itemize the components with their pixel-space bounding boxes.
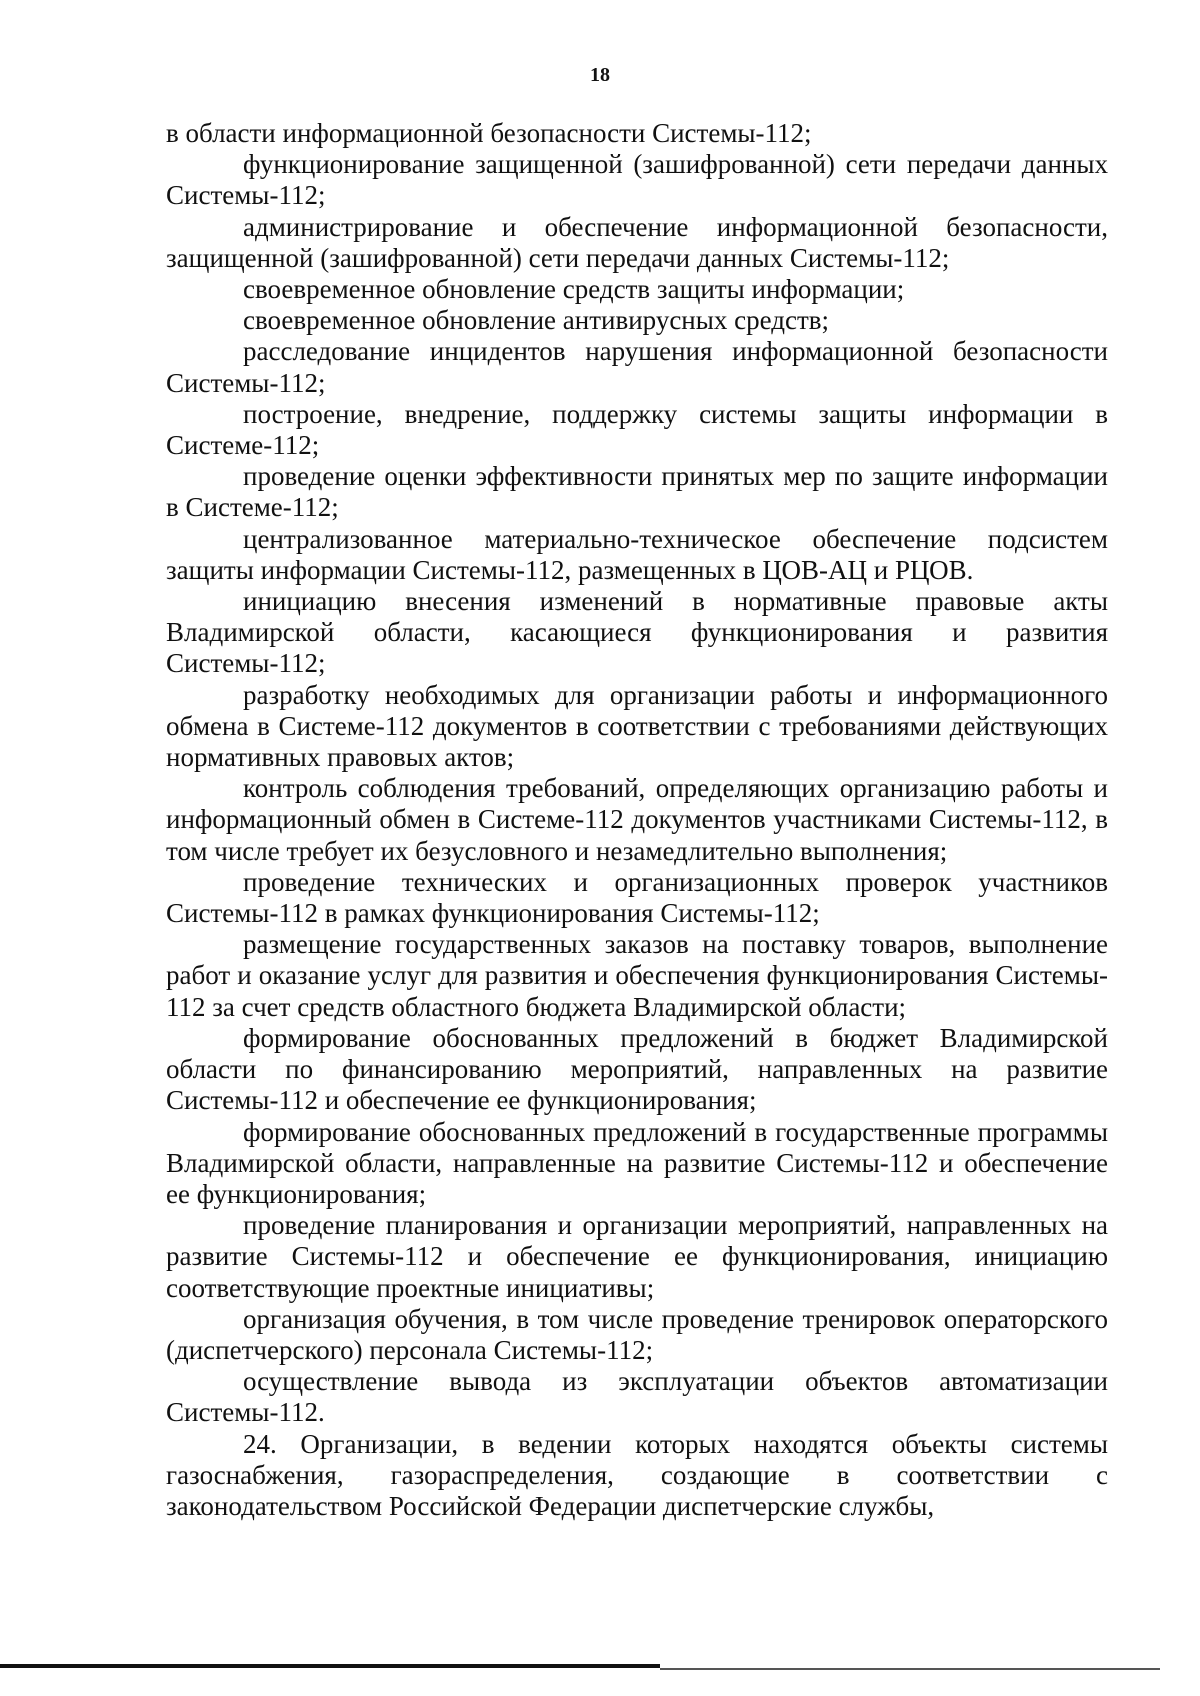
paragraph: централизованное материально-техническое обеспечение подсистем защиты информации Системы-112, размещенных в ЦОВ-АЦ и РЦОВ. <box>166 523 1108 585</box>
paragraph: своевременное обновление антивирусных средств; <box>243 305 830 336</box>
paragraph: 24. Организации, в ведении которых находятся объекты системы газоснабжения, газораспределения, создающие в соответствии с законодательством Российской Федерации диспетчерские службы, <box>166 1428 1108 1521</box>
paragraph: в области информационной безопасности Системы-112; <box>166 118 812 148</box>
document-body <box>166 118 1108 1522</box>
scan-edge-line <box>0 1664 660 1668</box>
paragraph: формирование обоснованных предложений в бюджет Владимирской области по финансированию мероприятий, направленных на развитие Системы-112 и обеспечение ее функционирования; <box>166 1022 1108 1116</box>
paragraph: проведение технических и организационных проверок участников Системы-112 в рамках функционирования Системы-112; <box>166 866 1108 929</box>
paragraph: проведение планирования и организации мероприятий, направленных на развитие Системы-112 и обеспечение ее функционирования, инициацию соответствующие проектные инициативы; <box>166 1210 1108 1303</box>
paragraph: осуществление вывода из эксплуатации объектов автоматизации Системы-112. <box>166 1366 1108 1428</box>
paragraph: формирование обоснованных предложений в государственные программы Владимирской области, направленные на развитие Системы-112 и обеспечение ее функционирования; <box>166 1116 1108 1209</box>
page-number: 18 <box>590 64 610 86</box>
paragraph: организация обучения, в том числе проведение тренировок операторского (диспетчерского) персонала Системы-112; <box>166 1303 1108 1365</box>
paragraph: проведение оценки эффективности принятых мер по защите информации в Системе-112; <box>166 461 1108 523</box>
paragraph: функционирование защищенной (зашифрованной) сети передачи данных Системы-112; <box>166 149 1108 211</box>
paragraph: размещение государственных заказов на поставку товаров, выполнение работ и оказание услуг для развития и обеспечения функционирования Системы- 112 за счет средств областного бюджета Владимирской области; <box>166 929 1108 1022</box>
paragraph: администрирование и обеспечение информационной безопасности, защищенной (зашифрованной) сети передачи данных Системы-112; <box>166 211 1108 273</box>
paragraph: расследование инцидентов нарушения информационной безопасности Системы-112; <box>166 336 1108 398</box>
paragraph: разработку необходимых для организации работы и информационного обмена в Системе-112 документов в соответствии с требованиями действующих нормативных правовых актов; <box>166 679 1108 773</box>
paragraph: своевременное обновление средств защиты информации; <box>243 274 905 305</box>
paragraph: инициацию внесения изменений в нормативные правовые акты Владимирской области, касающиеся функционирования и развития Системы-112; <box>166 586 1108 679</box>
scan-edge-line <box>660 1668 1160 1670</box>
paragraph: контроль соблюдения требований, определяющих организацию работы и информационный обмен в Системе-112 документов участниками Системы-112, в том числе требует их безусловного и незамедлительно выполнения; <box>166 773 1108 866</box>
paragraph: построение, внедрение, поддержку системы защиты информации в Системе-112; <box>166 398 1108 461</box>
